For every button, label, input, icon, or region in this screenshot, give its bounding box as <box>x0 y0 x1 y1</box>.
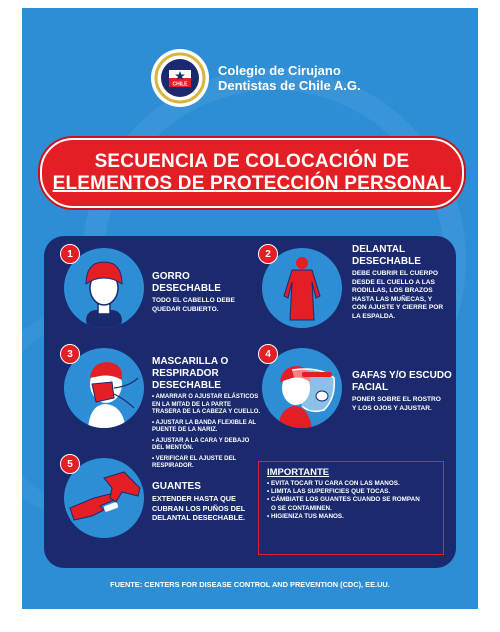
logo-text: CHILE <box>172 81 188 88</box>
bullet-line: • AMARRAR O AJUSTAR ELÁSTICOS <box>152 394 259 400</box>
step5-title-line1: GUANTES <box>152 481 201 492</box>
step1-description <box>152 297 235 314</box>
step1-desc-line: QUEDAR CUBIERTO. <box>152 305 219 313</box>
important-item: • CÁMBIATE LOS GUANTES CUANDO SE ROMPAN <box>267 496 420 504</box>
step4-title <box>352 370 452 394</box>
step2-number: 2 <box>258 244 278 264</box>
step3-title-line3: DESECHABLE <box>152 380 221 391</box>
important-item: • EVITA TOCAR TU CARA CON LAS MANOS. <box>267 480 400 487</box>
step5-desc-line: EXTENDER HASTA QUE <box>152 494 236 503</box>
step2-title-line2: DESECHABLE <box>352 256 421 267</box>
header <box>150 48 361 108</box>
step2-desc-line: DESDE EL CUELLO A LAS <box>352 278 435 286</box>
bullet-line: • VERIFICAR EL AJUSTE DEL <box>152 455 237 462</box>
step3-bullet <box>152 438 260 453</box>
step2-title <box>352 244 421 268</box>
step3-bullet <box>152 456 260 471</box>
step3-bullet <box>152 394 260 417</box>
title-banner <box>40 138 464 208</box>
step5-description <box>152 494 245 523</box>
step1-title <box>152 271 221 295</box>
step3-title-line1: MASCARILLA O <box>152 356 229 367</box>
step2-desc-line: CON AJUSTE Y CIERRE POR <box>352 304 444 311</box>
poster <box>22 8 478 609</box>
bullet-line: RESPIRADOR. <box>152 463 194 469</box>
step2-desc-line: HASTA LAS MUÑECAS, Y <box>352 295 433 303</box>
step5-desc-line: CUBRAN LOS PUÑOS DEL <box>152 503 246 513</box>
step1-title-line1: GORRO <box>152 271 190 282</box>
important-title: IMPORTANTE <box>267 467 330 478</box>
bullet-line: EN LA MITAD DE LA PARTE <box>152 401 231 408</box>
step3-title <box>152 356 228 392</box>
step3-bullet <box>152 420 260 435</box>
important-box <box>258 461 444 555</box>
step1-title-line2: DESECHABLE <box>152 283 221 294</box>
college-logo-icon <box>150 48 210 108</box>
title-line2: ELEMENTOS DE PROTECCIÓN PERSONAL <box>52 173 452 194</box>
step2-desc-line: RODILLAS, LOS BRAZOS <box>352 287 433 294</box>
step4-description <box>352 396 441 413</box>
step4-desc-line: PONER SOBRE EL ROSTRO <box>352 396 441 403</box>
bullet-line: • AJUSTAR A LA CARA Y DEBAJO <box>152 437 250 444</box>
org-name-line2: Dentistas de Chile A.G. <box>218 78 361 93</box>
step3-bullets <box>152 394 260 474</box>
bullet-line: TRASERA DE LA CABEZA Y CUELLO. <box>152 409 261 415</box>
step2-title-line1: DELANTAL <box>352 244 406 255</box>
bullet-line: PUENTE DE LA NARIZ. <box>152 427 218 433</box>
important-item: • LIMITA LAS SUPERFICIES QUE TOCAS. <box>267 488 391 496</box>
step3-number: 3 <box>60 344 80 364</box>
step5-number: 5 <box>60 454 80 474</box>
step4-title-line1: GAFAS Y/O ESCUDO <box>352 370 452 381</box>
step5-desc-line: DELANTAL DESECHABLE. <box>152 513 245 522</box>
important-item: O SE CONTAMINEN. <box>271 504 332 512</box>
step2-desc-line: LA ESPALDA. <box>352 312 396 320</box>
org-name <box>218 63 361 93</box>
step2-description <box>352 270 443 321</box>
org-name-line1: Colegio de Cirujano <box>218 63 341 78</box>
step1-number: 1 <box>60 244 80 264</box>
bullet-line: • AJUSTAR LA BANDA FLEXIBLE AL <box>152 419 257 426</box>
step1-desc-line: TODO EL CABELLO DEBE <box>152 297 235 304</box>
important-item: • HIGIENIZA TUS MANOS. <box>267 512 344 520</box>
step5-title <box>152 481 201 493</box>
step3-title-line2: RESPIRADOR <box>152 368 219 379</box>
title-line1: SECUENCIA DE COLOCACIÓN DE <box>94 151 410 172</box>
bullet-line: DEL MENTÓN. <box>152 445 194 451</box>
step4-title-line2: FACIAL <box>352 382 389 393</box>
source-footer: FUENTE: CENTERS FOR DISEASE CONTROL AND PREVENTION (CDC), EE.UU. <box>110 580 390 589</box>
step4-number: 4 <box>258 344 278 364</box>
step4-desc-line: Y LOS OJOS Y AJUSTAR. <box>352 404 432 412</box>
step2-desc-line: DEBE CUBRIR EL CUERPO <box>352 270 438 277</box>
